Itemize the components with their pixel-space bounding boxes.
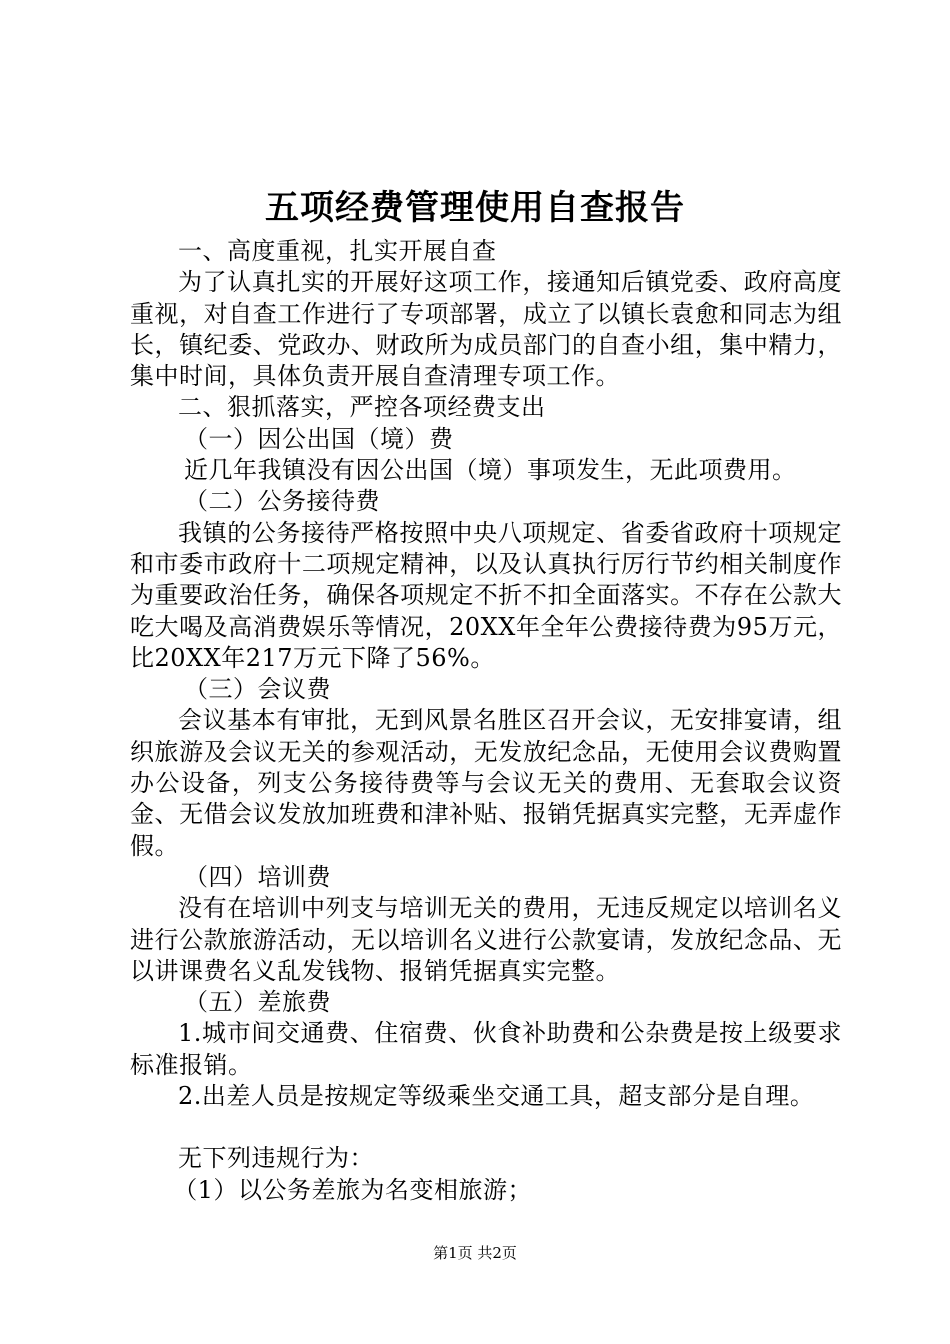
subheading-travel: （五）差旅费 bbox=[184, 988, 331, 1017]
subheading-training: （四）培训费 bbox=[184, 862, 331, 891]
section-heading-2: 二、狠抓落实，严控各项经费支出 bbox=[178, 393, 546, 422]
paragraph-no-violations: 无下列违规行为： bbox=[178, 1144, 374, 1173]
subheading-reception: （二）公务接待费 bbox=[184, 487, 380, 516]
paragraph-self-inspection: 为了认真扎实的开展好这项工作，接通知后镇党委、政府高度重视，对自查工作进行了专项部署，成立了以镇长袁愈和同志为组长，镇纪委、党政办、财政所为成员部门的自查小组，集中精力，集中时间，具体负责开展自查清理专项工作。 bbox=[130, 268, 842, 391]
section-heading-1: 一、高度重视，扎实开展自查 bbox=[178, 237, 497, 265]
paragraph-overseas-travel: 近几年我镇没有因公出国（境）事项发生，无此项费用。 bbox=[184, 456, 797, 485]
subheading-overseas-travel: （一）因公出国（境）费 bbox=[184, 424, 454, 453]
paragraph-travel-item-2: 2.出差人员是按规定等级乘坐交通工具，超支部分是自理。 bbox=[178, 1082, 815, 1111]
paragraph-travel-item-1: 1.城市间交通费、住宿费、伙食补助费和公杂费是按上级要求标准报销。 bbox=[130, 1019, 842, 1079]
paragraph-training: 没有在培训中列支与培训无关的费用，无违反规定以培训名义进行公款旅游活动，无以培训名义进行公款宴请，发放纪念品、无以讲课费名义乱发钱物、报销凭据真实完整。 bbox=[130, 894, 842, 985]
document-title: 五项经费管理使用自查报告 bbox=[265, 188, 685, 228]
paragraph-meeting: 会议基本有审批，无到风景名胜区召开会议，无安排宴请，组织旅游及会议无关的参观活动，无发放纪念品，无使用会议费购置办公设备，列支公务接待费等与会议无关的费用、无套取会议资金、无借会议发放加班费和津补贴、报销凭据真实完整，无弄虚作假。 bbox=[130, 706, 842, 860]
paragraph-reception: 我镇的公务接待严格按照中央八项规定、省委省政府十项规定和市委市政府十二项规定精神，以及认真执行厉行节约相关制度作为重要政治任务，确保各项规定不折不扣全面落实。不存在公款大吃大喝及高消费娱乐等情况，20XX年全年公费接待费为95万元，比20XX年217万元下降了56%。 bbox=[130, 518, 842, 672]
list-item-violation-1: （1）以公务差旅为名变相旅游； bbox=[173, 1175, 532, 1204]
document-body bbox=[130, 236, 842, 1206]
subheading-meeting: （三）会议费 bbox=[184, 675, 331, 704]
page-footer: 第1页 共2页 bbox=[433, 1244, 517, 1262]
